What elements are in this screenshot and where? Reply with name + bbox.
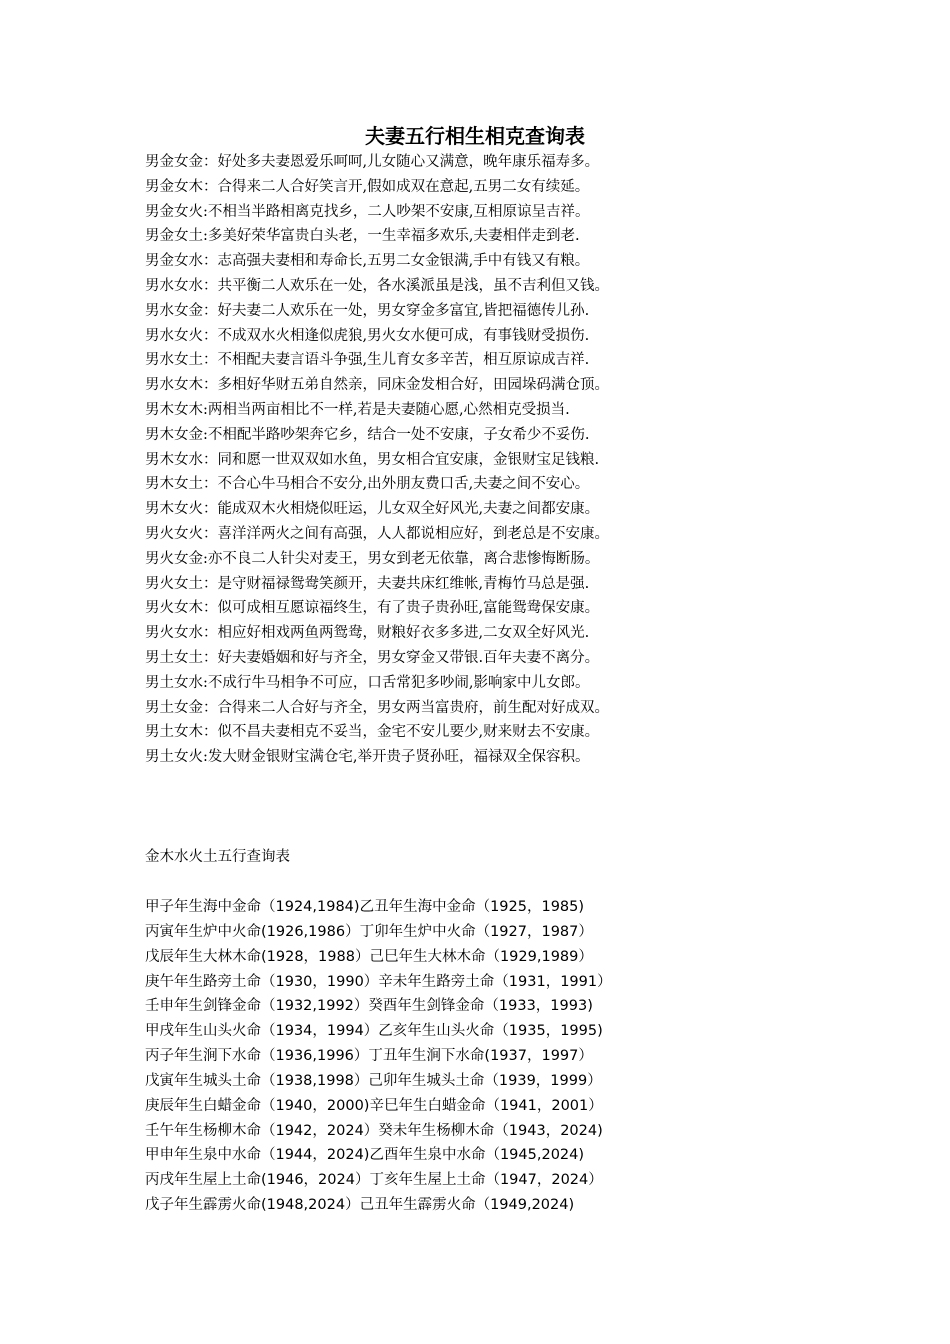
compatibility-line: 男水女水：共平衡二人欢乐在一处，各水溪派虽是浅，虽不吉利但又钱。 [145,277,609,294]
compatibility-line: 男金女火:不相当半路相离克找乡，二人吵架不安康,互相原谅呈吉祥。 [145,203,590,220]
compatibility-line: 男木女水：同和愿一世双双如水鱼，男女相合宜安康，金银财宝足钱粮. [145,451,600,468]
compatibility-line: 男水女土：不相配夫妻言语斗争强,生儿育女多辛苦，相互原谅成吉祥. [145,352,590,369]
compatibility-line: 男土女金：合得来二人合好与齐全，男女两当富贵府，前生配对好成双。 [145,699,609,716]
birth-year-line: 戊辰年生大林木命(1928，1988）己巳年生大林木命（1929,1989） [145,948,593,965]
compatibility-line: 男土女水:不成行牛马相争不可应，口舌常犯多吵闹,影响家中儿女郎。 [145,674,590,691]
compatibility-line: 男水女木：多相好华财五弟自然亲，同床金发相合好，田园垛码满仓顶。 [145,377,609,394]
compatibility-line: 男水女金：好夫妻二人欢乐在一处，男女穿金多富宜,皆把福德传儿孙. [145,302,590,319]
birth-year-line: 庚辰年生白蜡金命（1940，2000)辛巳年生白蜡金命（1941，2001） [145,1097,603,1114]
birth-year-line: 丙戌年生屋上土命(1946，2024）丁亥年生屋上土命（1947，2024） [145,1172,603,1189]
compatibility-line: 男土女木：似不昌夫妻相克不妥当，金宅不安儿要少,财来财去不安康。 [145,724,600,741]
compatibility-line: 男金女木：合得来二人合好笑言开,假如成双在意起,五男二女有续延。 [145,178,590,195]
compatibility-line: 男火女水：相应好相戏两鱼两鸳鸯，财粮好衣多多进,二女双全好风光. [145,625,590,642]
birth-year-line: 丙寅年生炉中火命(1926,1986）丁卯年生炉中火命（1927，1987） [145,923,593,940]
birth-year-line: 甲申年生泉中水命（1944，2024)乙酉年生泉中水命（1945,2024) [145,1147,585,1164]
compatibility-line: 男木女火：能成双木火相烧似旺运，儿女双全好风光,夫妻之间都安康。 [145,501,600,518]
birth-year-line: 甲戌年生山头火命（1934，1994）乙亥年生山头火命（1935，1995) [145,1023,603,1040]
compatibility-line: 男木女土：不合心牛马相合不安分,出外朋友费口舌,夫妻之间不安心。 [145,476,590,493]
birth-year-line: 丙子年生涧下水命（1936,1996）丁丑年生涧下水命(1937，1997） [145,1048,593,1065]
couple-compatibility-list [145,150,825,770]
birth-year-line: 壬申年生剑锋金命（1932,1992）癸酉年生剑锋金命（1933，1993) [145,998,593,1015]
compatibility-line: 男金女金：好处多夫妻恩爱乐呵呵,儿女随心又满意，晚年康乐福寿多。 [145,154,600,170]
birth-year-line: 甲子年生海中金命（1924,1984)乙丑年生海中金命（1925，1985) [145,899,585,915]
compatibility-line: 男金女水：志高强夫妻相和寿命长,五男二女金银满,手中有钱又有粮。 [145,253,590,270]
birth-year-element-list [145,895,845,1218]
document-title: 夫妻五行相生相克查询表 [365,124,585,148]
compatibility-line: 男木女金:不相配半路吵架奔它乡，结合一处不安康，子女希少不妥伤. [145,426,590,443]
compatibility-line: 男火女木：似可成相互愿谅福终生，有了贵子贵孙旺,富能鸳鸯保安康。 [145,600,600,617]
compatibility-line: 男金女土:多美好荣华富贵白头老，一生幸福多欢乐,夫妻相伴走到老. [145,228,580,245]
compatibility-line: 男火女土：是守财福禄鸳鸯笑颜开，夫妻共床红维帐,青梅竹马总是强. [145,575,590,592]
compatibility-line: 男土女土：好夫妻婚姻和好与齐全，男女穿金又带银.百年夫妻不离分。 [145,649,600,666]
five-elements-section-heading: 金木水火土五行查询表 [145,849,290,865]
birth-year-line: 戊寅年生城头土命（1938,1998）己卯年生城头土命（1939，1999） [145,1072,602,1089]
compatibility-line: 男火女金:亦不良二人针尖对麦王，男女到老无依靠，离合悲惨悔断肠。 [145,550,600,567]
birth-year-line: 戊子年生霹雳火命(1948,2024）己丑年生霹雳火命（1949,2024) [145,1197,575,1214]
compatibility-line: 男火女火：喜洋洋两火之间有高强，人人都说相应好，到老总是不安康。 [145,525,609,542]
birth-year-line: 壬午年生杨柳木命（1942，2024）癸未年生杨柳木命（1943，2024) [145,1122,603,1139]
compatibility-line: 男土女火:发大财金银财宝满仓宅,举开贵子贤孙旺，福禄双全保容积。 [145,749,590,766]
compatibility-line: 男木女木:两相当两亩相比不一样,若是夫妻随心愿,心然相克受损当. [145,401,570,418]
compatibility-line: 男水女火：不成双水火相逢似虎狼,男火女水便可成，有事钱财受损伤. [145,327,590,344]
birth-year-line: 庚午年生路旁土命（1930，1990）辛未年生路旁土命（1931，1991） [145,973,612,990]
